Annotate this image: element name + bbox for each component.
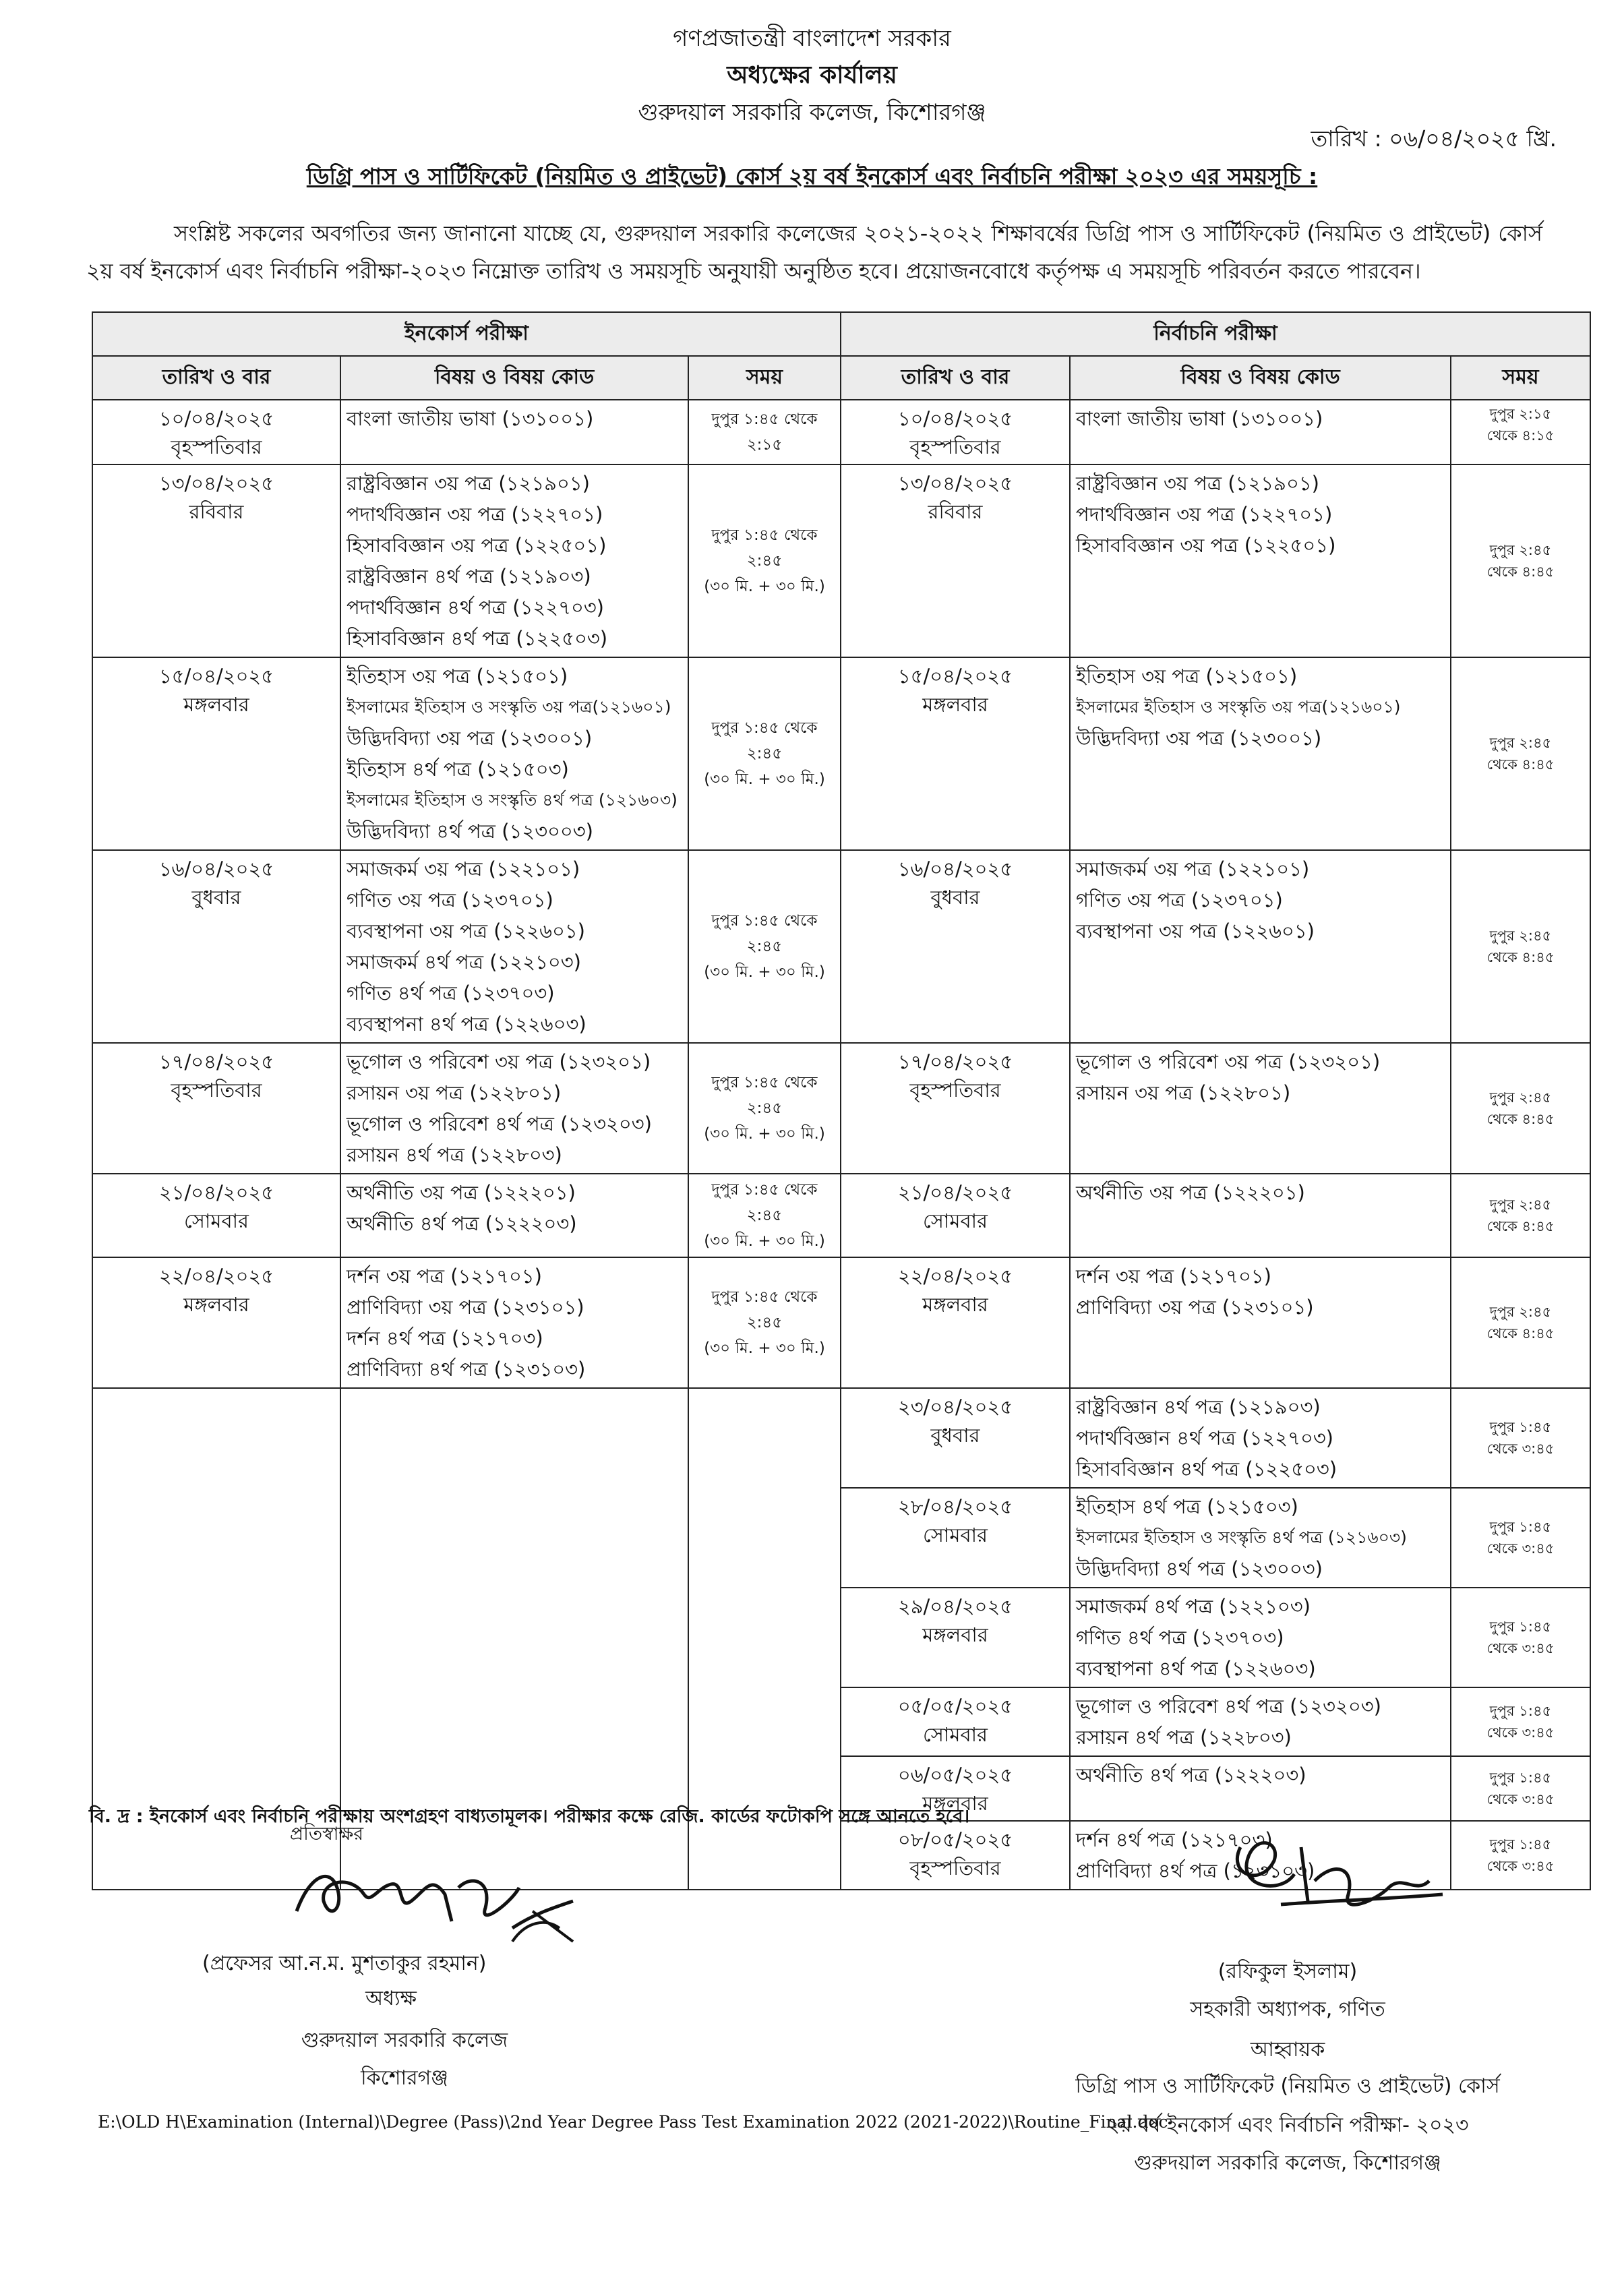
incourse-date-cell xyxy=(92,1174,340,1257)
incourse-subject-cell xyxy=(340,850,688,1043)
test-time-cell xyxy=(1451,657,1590,850)
subject-item: রাষ্ট্রবিজ্ঞান ৪র্থ পত্র (১২১৯০৩) xyxy=(347,565,591,588)
time-line: (৩০ মি. + ৩০ মি.) xyxy=(704,1340,825,1357)
time-line: থেকে ৪:৪৫ xyxy=(1486,756,1555,773)
time-line: ২:৪৫ xyxy=(746,552,783,570)
subject-item: পদার্থবিজ্ঞান ৪র্থ পত্র (১২২৭০৩) xyxy=(1076,1427,1333,1449)
exam-date: ১৭/০৪/২০২৫ xyxy=(158,1050,274,1073)
test-date-cell xyxy=(841,1488,1070,1588)
exam-day: সোমবার xyxy=(923,1209,988,1232)
subject-item: পদার্থবিজ্ঞান ৩য় পত্র (১২২৭০১) xyxy=(1076,503,1333,526)
convener-course: ডিগ্রি পাস ও সার্টিফিকেট (নিয়মিত ও প্রাইভেট) কোর্স xyxy=(1075,2074,1500,2098)
subject-item: রাষ্ট্রবিজ্ঞান ৩য় পত্র (১২১৯০১) xyxy=(347,472,590,495)
subject-item: সমাজকর্ম ৪র্থ পত্র (১২২১০৩) xyxy=(1076,1595,1311,1618)
test-time-cell xyxy=(1451,1388,1590,1488)
subject-item: রসায়ন ৩য় পত্র (১২২৮০১) xyxy=(347,1081,562,1104)
time-line: থেকে ৩:৪৫ xyxy=(1486,1441,1555,1457)
exam-day: রবিবার xyxy=(928,500,983,523)
time-line: দুপুর ১:৪৫ থেকে xyxy=(711,719,818,737)
test-time-cell xyxy=(1451,1687,1590,1756)
incourse-subject-cell xyxy=(340,400,688,464)
subject-item: উদ্ভিদবিদ্যা ৩য় পত্র (১২৩০০১) xyxy=(347,727,593,750)
time-line: থেকে ৪:৪৫ xyxy=(1486,1111,1555,1127)
exam-date: ২৩/০৪/২০২৫ xyxy=(897,1395,1013,1418)
subject-item: অর্থনীতি ৪র্থ পত্র (১২২২০৩) xyxy=(1076,1764,1306,1786)
subject-item: ইতিহাস ৩য় পত্র (১২১৫০১) xyxy=(347,665,568,688)
exam-date: ১৫/০৪/২০২৫ xyxy=(158,665,274,688)
exam-date: ২৮/০৪/২০২৫ xyxy=(897,1495,1013,1518)
time-line: দুপুর ১:৪৫ থেকে xyxy=(711,1288,818,1306)
test-date-cell xyxy=(841,464,1070,657)
principal-signature-icon xyxy=(290,1847,587,1948)
exam-day: বৃহস্পতিবার xyxy=(909,436,1001,458)
col-subject-incourse: বিষয় ও বিষয় কোড xyxy=(340,356,688,400)
time-line: দুপুর ১:৪৫ xyxy=(1489,1419,1552,1435)
office-name: অধ্যক্ষের কার্যালয় xyxy=(727,61,897,89)
subject-item: উদ্ভিদবিদ্যা ৪র্থ পত্র (১২৩০০৩) xyxy=(1076,1557,1323,1580)
convener-role: সহকারী অধ্যাপক, গণিত xyxy=(1190,1998,1385,2021)
subject-item: ভূগোল ও পরিবেশ ৩য় পত্র (১২৩২০১) xyxy=(1076,1050,1381,1073)
subject-item: গণিত ৩য় পত্র (১২৩৭০১) xyxy=(1076,889,1283,911)
test-time-cell xyxy=(1451,400,1590,464)
time-line: ২:৪৫ xyxy=(746,1314,783,1331)
test-subject-cell xyxy=(1070,1588,1451,1687)
time-line: ২:৪৫ xyxy=(746,745,783,762)
test-subject-cell xyxy=(1070,1687,1451,1756)
subject-item: হিসাববিজ্ঞান ৪র্থ পত্র (১২২৫০৩) xyxy=(1076,1458,1337,1480)
subject-item: রসায়ন ৪র্থ পত্র (১২২৮০৩) xyxy=(1076,1726,1292,1749)
exam-date: ১০/০৪/২০২৫ xyxy=(897,407,1013,430)
subject-item: ইসলামের ইতিহাস ও সংস্কৃতি ৪র্থ পত্র (১২১৬০৩) xyxy=(347,790,678,810)
time-line: (৩০ মি. + ৩০ মি.) xyxy=(704,1125,825,1143)
time-line: দুপুর ১:৪৫ থেকে xyxy=(711,411,818,428)
exam-routine-table xyxy=(92,311,1591,1890)
time-line: দুপুর ১:৪৫ xyxy=(1489,1703,1552,1719)
government-name: গণপ্রজাতন্ত্রী বাংলাদেশ সরকার xyxy=(673,25,951,52)
subject-item: প্রাণিবিদ্যা ৩য় পত্র (১২৩১০১) xyxy=(1076,1296,1314,1319)
test-date-cell xyxy=(841,1588,1070,1687)
test-date-cell xyxy=(841,657,1070,850)
subject-item: রসায়ন ৩য় পত্র (১২২৮০১) xyxy=(1076,1081,1291,1104)
exam-day: মঙ্গলবার xyxy=(183,693,249,716)
incourse-date-cell xyxy=(92,1043,340,1174)
time-line: দুপুর ২:৪৫ xyxy=(1489,1304,1552,1320)
subject-item: ইতিহাস ৪র্থ পত্র (১২১৫০৩) xyxy=(347,758,569,781)
time-line: দুপুর ২:৪৫ xyxy=(1489,928,1552,944)
incourse-time-cell xyxy=(688,657,841,850)
exam-date: ২৯/০৪/২০২৫ xyxy=(897,1595,1013,1618)
table-row xyxy=(92,400,1590,464)
exam-day: মঙ্গলবার xyxy=(922,1792,988,1815)
col-subject-test: বিষয় ও বিষয় কোড xyxy=(1070,356,1451,400)
col-date-test: তারিখ ও বার xyxy=(841,356,1070,400)
letterhead xyxy=(0,20,1624,131)
exam-date: ১৬/০৪/২০২৫ xyxy=(158,858,274,880)
time-line: থেকে ৪:৪৫ xyxy=(1486,1325,1555,1342)
subject-item: হিসাববিজ্ঞান ৩য় পত্র (১২২৫০১) xyxy=(1076,534,1336,557)
col-date-incourse: তারিখ ও বার xyxy=(92,356,340,400)
exam-day: বৃহস্পতিবার xyxy=(171,436,262,458)
table-row xyxy=(92,850,1590,1043)
exam-date: ১৬/০৪/২০২৫ xyxy=(897,858,1013,880)
exam-date: ১৩/০৪/২০২৫ xyxy=(158,472,274,495)
time-line: দুপুর ১:৪৫ থেকে xyxy=(711,1181,818,1199)
subject-item: উদ্ভিদবিদ্যা ৩য় পত্র (১২৩০০১) xyxy=(1076,727,1322,750)
exam-day: বৃহস্পতিবার xyxy=(909,1857,1001,1880)
time-line: থেকে ৪:৪৫ xyxy=(1486,1218,1555,1234)
time-line: দুপুর ১:৪৫ থেকে xyxy=(711,912,818,930)
routine-body xyxy=(92,400,1590,1890)
exam-date: ০৬/০৫/২০২৫ xyxy=(897,1764,1013,1786)
subject-item: ইসলামের ইতিহাস ও সংস্কৃতি ৩য় পত্র(১২১৬০১) xyxy=(347,697,671,717)
exam-date: ২২/০৪/২০২৫ xyxy=(158,1265,274,1288)
time-line: থেকে ৪:১৫ xyxy=(1486,427,1555,444)
table-row xyxy=(92,1043,1590,1174)
subject-item: ব্যবস্থাপনা ৪র্থ পত্র (১২২৬০৩) xyxy=(1076,1657,1316,1680)
table-row xyxy=(92,657,1590,850)
time-line: দুপুর ২:৪৫ xyxy=(1489,735,1552,751)
exam-day: সোমবার xyxy=(923,1524,988,1547)
table-row xyxy=(92,464,1590,657)
test-time-cell xyxy=(1451,1257,1590,1388)
time-line: (৩০ মি. + ৩০ মি.) xyxy=(704,1232,825,1250)
subject-item: সমাজকর্ম ৩য় পত্র (১২২১০১) xyxy=(347,858,580,880)
incourse-date-cell xyxy=(92,1257,340,1388)
incourse-subject-cell xyxy=(340,1043,688,1174)
test-time-cell xyxy=(1451,1588,1590,1687)
subject-item: পদার্থবিজ্ঞান ৪র্থ পত্র (১২২৭০৩) xyxy=(347,596,604,619)
exam-day: রবিবার xyxy=(189,500,244,523)
time-line: থেকে ৩:৪৫ xyxy=(1486,1540,1555,1557)
table-row xyxy=(92,1388,1590,1488)
test-subject-cell xyxy=(1070,400,1451,464)
test-time-cell xyxy=(1451,850,1590,1043)
test-time-cell xyxy=(1451,1821,1590,1890)
exam-date: ০৫/০৫/২০২৫ xyxy=(897,1695,1013,1718)
subject-item: উদ্ভিদবিদ্যা ৪র্থ পত্র (১২৩০০৩) xyxy=(347,820,593,843)
subject-item: গণিত ৪র্থ পত্র (১২৩৭০৩) xyxy=(347,982,555,1004)
subject-item: ব্যবস্থাপনা ৪র্থ পত্র (১২২৬০৩) xyxy=(347,1013,587,1035)
subject-item: অর্থনীতি ৩য় পত্র (১২২২০১) xyxy=(1076,1181,1305,1204)
time-line: দুপুর ২:১৫ xyxy=(1489,406,1552,422)
exam-day: মঙ্গলবার xyxy=(922,693,988,716)
test-subject-cell xyxy=(1070,850,1451,1043)
subject-item: ভূগোল ও পরিবেশ ৩য় পত্র (১২৩২০১) xyxy=(347,1050,651,1073)
subject-item: ভূগোল ও পরিবেশ ৪র্থ পত্র (১২৩২০৩) xyxy=(347,1112,652,1135)
time-line: (৩০ মি. + ৩০ মি.) xyxy=(704,771,825,788)
incourse-date-cell xyxy=(92,400,340,464)
test-header: নির্বাচনি পরীক্ষা xyxy=(841,312,1590,356)
subject-item: অর্থনীতি ৪র্থ পত্র (১২২২০৩) xyxy=(347,1212,577,1235)
principal-role: অধ্যক্ষ xyxy=(365,1987,417,2010)
subject-item: হিসাববিজ্ঞান ৩য় পত্র (১২২৫০১) xyxy=(347,534,607,557)
test-date-cell xyxy=(841,400,1070,464)
test-date-cell xyxy=(841,1687,1070,1756)
convener-title: আহ্বায়ক xyxy=(1250,2038,1325,2062)
subject-item: প্রাণিবিদ্যা ৪র্থ পত্র (১২৩১০৩) xyxy=(347,1358,586,1381)
time-line: দুপুর ১:৪৫ থেকে xyxy=(711,1074,818,1091)
subject-item: ইসলামের ইতিহাস ও সংস্কৃতি ৩য় পত্র(১২১৬০১) xyxy=(1076,697,1401,717)
document-title xyxy=(0,159,1624,197)
test-subject-cell xyxy=(1070,1388,1451,1488)
college-name: গুরুদয়াল সরকারি কলেজ, কিশোরগঞ্জ xyxy=(638,99,986,126)
col-time-incourse: সময় xyxy=(688,356,841,400)
exam-date: ১৩/০৪/২০২৫ xyxy=(897,472,1013,495)
time-line: থেকে ৩:৪৫ xyxy=(1486,1724,1555,1741)
incourse-time-cell xyxy=(688,850,841,1043)
incourse-time-cell xyxy=(688,464,841,657)
file-path-footer: E:\OLD H\Examination (Internal)\Degree (Pass)\2nd Year Degree Pass Test Examination 2022 (2021-2022)\Routine_Final.doc xyxy=(98,2112,1168,2132)
incourse-header: ইনকোর্স পরীক্ষা xyxy=(92,312,841,356)
test-time-cell xyxy=(1451,1488,1590,1588)
subject-item: রাষ্ট্রবিজ্ঞান ৪র্থ পত্র (১২১৯০৩) xyxy=(1076,1395,1321,1418)
subject-item: ইতিহাস ৩য় পত্র (১২১৫০১) xyxy=(1076,665,1298,688)
test-subject-cell xyxy=(1070,1174,1451,1257)
principal-college: গুরুদয়াল সরকারি কলেজ xyxy=(301,2029,508,2052)
principal-place: কিশোরগঞ্জ xyxy=(361,2066,448,2090)
exam-date: ১৭/০৪/২০২৫ xyxy=(897,1050,1013,1073)
countersign-label: প্রতিস্বাক্ষর xyxy=(290,1824,364,1844)
time-line: থেকে ৩:৪৫ xyxy=(1486,1858,1555,1874)
exam-day: বুধবার xyxy=(930,886,980,909)
subject-item: বাংলা জাতীয় ভাষা (১৩১০০১) xyxy=(347,407,594,430)
test-date-cell xyxy=(841,1043,1070,1174)
time-line: (৩০ মি. + ৩০ মি.) xyxy=(704,578,825,595)
exam-day: মঙ্গলবার xyxy=(922,1623,988,1646)
exam-day: বুধবার xyxy=(191,886,241,909)
time-line: থেকে ৪:৪৫ xyxy=(1486,949,1555,965)
test-subject-cell xyxy=(1070,1257,1451,1388)
subject-item: রাষ্ট্রবিজ্ঞান ৩য় পত্র (১২১৯০১) xyxy=(1076,472,1319,495)
exam-day: মঙ্গলবার xyxy=(922,1293,988,1316)
exam-date: ২১/০৪/২০২৫ xyxy=(158,1181,274,1204)
time-line: (৩০ মি. + ৩০ মি.) xyxy=(704,963,825,981)
test-subject-cell xyxy=(1070,657,1451,850)
subject-item: দর্শন ৪র্থ পত্র (১২১৭০৩) xyxy=(1076,1828,1273,1851)
table-row xyxy=(92,1174,1590,1257)
exam-day: বৃহস্পতিবার xyxy=(909,1079,1001,1102)
subject-item: সমাজকর্ম ৪র্থ পত্র (১২২১০৩) xyxy=(347,951,581,973)
convener-exam: ২য় বর্ষ ইনকোর্স এবং নির্বাচনি পরীক্ষা- ২০২৩ xyxy=(1106,2113,1469,2137)
time-line: দুপুর ২:৪৫ xyxy=(1489,1089,1552,1106)
incourse-date-cell xyxy=(92,850,340,1043)
time-line: ২:১৫ xyxy=(746,436,783,454)
exam-day: বুধবার xyxy=(930,1424,980,1447)
exam-date: ১৫/০৪/২০২৫ xyxy=(897,665,1013,688)
table-row xyxy=(92,1257,1590,1388)
incourse-time-cell xyxy=(688,400,841,464)
incourse-date-cell xyxy=(92,464,340,657)
incourse-date-cell xyxy=(92,657,340,850)
subject-item: দর্শন ৩য় পত্র (১২১৭০১) xyxy=(347,1265,542,1288)
time-line: ২:৪৫ xyxy=(746,1100,783,1117)
test-time-cell xyxy=(1451,1174,1590,1257)
subject-item: ব্যবস্থাপনা ৩য় পত্র (১২২৬০১) xyxy=(1076,920,1315,942)
test-subject-cell xyxy=(1070,1488,1451,1588)
convener-name: (রফিকুল ইসলাম) xyxy=(1217,1960,1358,1983)
exam-day: বৃহস্পতিবার xyxy=(171,1079,262,1102)
time-line: দুপুর ২:৪৫ xyxy=(1489,1197,1552,1213)
intro-paragraph: সংশ্লিষ্ট সকলের অবগতির জন্য জানানো যাচ্ছে যে, গুরুদয়াল সরকারি কলেজের ২০২১-২০২২ শিক্ষাবর্ষের ডিগ্রি পাস ও সার্টিফিকেট (নিয়মিত ও প্রাইভেট) কোর্স ২য় বর্ষ ইনকোর্স এবং নির্বাচনি পরীক্ষা-২০২৩ নিম্নোক্ত তারিখ ও সময়সূচি অনুযায়ী অনুষ্ঠিত হবে। প্রয়োজনবোধে কর্তৃপক্ষ এ সময়সূচি পরিবর্তন করতে পারবেন। xyxy=(86,220,1542,284)
time-line: দুপুর ১:৪৫ xyxy=(1489,1519,1552,1535)
time-line: দুপুর ১:৪৫ থেকে xyxy=(711,527,818,544)
incourse-subject-cell xyxy=(340,1174,688,1257)
title-text: ডিগ্রি পাস ও সার্টিফিকেট (নিয়মিত ও প্রাইভেট) কোর্স ২য় বর্ষ ইনকোর্স এবং নির্বাচনি পরীক্ষা ২০২৩ এর সময়সূচি : xyxy=(306,163,1318,189)
time-line: ২:৪৫ xyxy=(746,1207,783,1224)
time-line: দুপুর ২:৪৫ xyxy=(1489,542,1552,558)
subject-item: প্রাণিবিদ্যা ৪র্থ পত্র (১২৩১০৩) xyxy=(1076,1859,1315,1882)
exam-date: ০৮/০৫/২০২৫ xyxy=(897,1828,1013,1851)
subject-item: সমাজকর্ম ৩য় পত্র (১২২১০১) xyxy=(1076,858,1310,880)
subject-item: দর্শন ৪র্থ পত্র (১২১৭০৩) xyxy=(347,1327,543,1350)
test-date-cell xyxy=(841,1257,1070,1388)
exam-date: ২২/০৪/২০২৫ xyxy=(897,1265,1013,1288)
subject-item: রসায়ন ৪র্থ পত্র (১২২৮০৩) xyxy=(347,1143,562,1166)
test-date-cell xyxy=(841,850,1070,1043)
test-date-cell xyxy=(841,1174,1070,1257)
test-time-cell xyxy=(1451,1756,1590,1821)
exam-date: ২১/০৪/২০২৫ xyxy=(897,1181,1013,1204)
convener-signature-icon xyxy=(1200,1820,1456,1928)
subject-item: প্রাণিবিদ্যা ৩য় পত্র (১২৩১০১) xyxy=(347,1296,584,1319)
note: বি. দ্র : ইনকোর্স এবং নির্বাচনি পরীক্ষায় অংশগ্রহণ বাধ্যতামূলক। পরীক্ষার কক্ষে রেজি. কার্ডের ফটোকপি সঙ্গে আনতে হবে। xyxy=(89,1806,970,1827)
incourse-subject-cell xyxy=(340,464,688,657)
subject-item: বাংলা জাতীয় ভাষা (১৩১০০১) xyxy=(1076,407,1323,430)
time-line: দুপুর ১:৪৫ xyxy=(1489,1619,1552,1635)
subject-item: ইসলামের ইতিহাস ও সংস্কৃতি ৪র্থ পত্র (১২১৬০৩) xyxy=(1076,1528,1407,1547)
time-line: থেকে ৩:৪৫ xyxy=(1486,1640,1555,1656)
incourse-time-cell xyxy=(688,1257,841,1388)
exam-day: সোমবার xyxy=(923,1723,988,1746)
test-time-cell xyxy=(1451,464,1590,657)
subject-item: গণিত ৩য় পত্র (১২৩৭০১) xyxy=(347,889,553,911)
time-line: থেকে ৪:৪৫ xyxy=(1486,564,1555,580)
principal-name: (প্রফেসর আ.ন.ম. মুশতাকুর রহমান) xyxy=(202,1952,487,1975)
exam-day: মঙ্গলবার xyxy=(183,1293,249,1316)
subject-item: পদার্থবিজ্ঞান ৩য় পত্র (১২২৭০১) xyxy=(347,503,603,526)
time-line: দুপুর ১:৪৫ xyxy=(1489,1770,1552,1786)
subject-item: ভূগোল ও পরিবেশ ৪র্থ পত্র (১২৩২০৩) xyxy=(1076,1695,1381,1718)
time-line: থেকে ৩:৪৫ xyxy=(1486,1791,1555,1807)
subject-item: ইতিহাস ৪র্থ পত্র (১২১৫০৩) xyxy=(1076,1495,1298,1518)
exam-day: সোমবার xyxy=(184,1209,249,1232)
incourse-time-cell xyxy=(688,1174,841,1257)
issue-date: তারিখ : ০৬/০৪/২০২৫ খ্রি. xyxy=(1311,125,1557,152)
exam-date: ১০/০৪/২০২৫ xyxy=(158,407,274,430)
subject-item: ব্যবস্থাপনা ৩য় পত্র (১২২৬০১) xyxy=(347,920,585,942)
test-subject-cell xyxy=(1070,1043,1451,1174)
incourse-subject-cell xyxy=(340,657,688,850)
incourse-subject-cell xyxy=(340,1257,688,1388)
convener-college: গুরুদয়াল সরকারি কলেজ, কিশোরগঞ্জ xyxy=(1134,2151,1441,2175)
time-line: দুপুর ১:৪৫ xyxy=(1489,1836,1552,1853)
subject-item: হিসাববিজ্ঞান ৪র্থ পত্র (১২২৫০৩) xyxy=(347,627,608,650)
time-line: ২:৪৫ xyxy=(746,938,783,955)
col-time-test: সময় xyxy=(1451,356,1590,400)
test-subject-cell xyxy=(1070,1756,1451,1821)
test-time-cell xyxy=(1451,1043,1590,1174)
subject-item: অর্থনীতি ৩য় পত্র (১২২২০১) xyxy=(347,1181,576,1204)
test-subject-cell xyxy=(1070,464,1451,657)
test-date-cell xyxy=(841,1388,1070,1488)
subject-item: দর্শন ৩য় পত্র (১২১৭০১) xyxy=(1076,1265,1271,1288)
incourse-time-cell xyxy=(688,1043,841,1174)
subject-item: গণিত ৪র্থ পত্র (১২৩৭০৩) xyxy=(1076,1626,1284,1649)
